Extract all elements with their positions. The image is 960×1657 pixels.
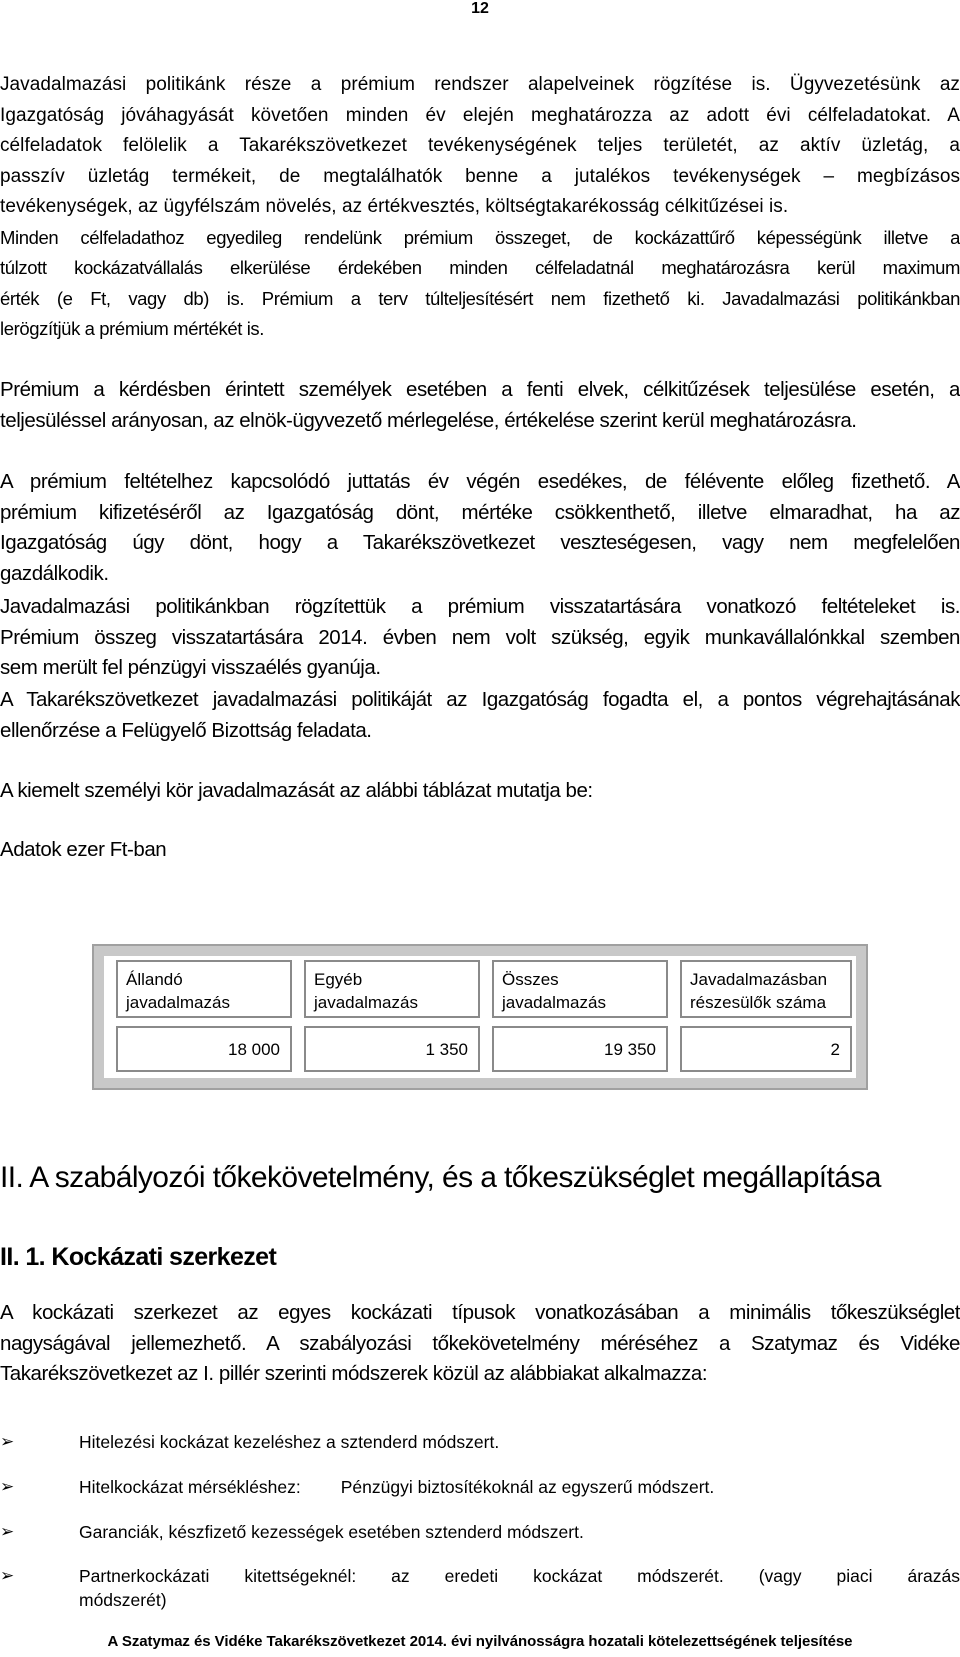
list-item-value: Pénzügyi biztosítékoknál az egyszerű módszert. [340,1477,715,1497]
arrow-bullet-icon: ➢ [0,1477,15,1496]
text-line: prémium kifizetéséről az Igazgatóság dönt, mértéke csökkenthető, illetve elmaradhat, ha az [0,500,960,524]
advance-paragraph [0,467,960,589]
text-line: érték (e Ft, vagy db) is. Prémium a terv túlteljesítésért nem fizethető ki. Javadalmazási politikánkban [0,287,960,309]
table-cell-value: 19 350 [492,1026,668,1072]
table-cell-value: 1 350 [304,1026,480,1072]
text-line: tevékenységek, az ügyfélszám növelés, az értékvesztés, költségtakarékosság célkitűzései is. [0,196,789,217]
table-cell-value: 18 000 [116,1026,292,1072]
section-heading: II. A szabályozói tőkekövetelmény, és a tőkeszükséglet megállapítása [0,1161,881,1194]
units-note [0,835,960,866]
text-line: Partnerkockázati kitettségeknél: az eredeti kockázat módszerét. (vagy piaci árazás [79,1566,960,1586]
retention-paragraph [0,592,960,684]
subsection-heading: II. 1. Kockázati szerkezet [0,1243,277,1271]
list-item-label: Hitelkockázat mérsékléshez: [79,1477,301,1497]
header-text: Összes [502,970,559,989]
page-footer: A Szatymaz és Vidéke Takarékszövetkezet 2014. évi nyilvánosságra hozatali kötelezettségének teljesítése [107,1633,853,1650]
text-line: Javadalmazási politikánk része a prémium rendszer alapelveinek rögzítése is. Ügyvezetésünk az [0,74,960,95]
header-text: javadalmazás [502,993,606,1012]
premium-paragraph [0,375,960,436]
list-item-text [79,1564,960,1612]
header-text: Javadalmazásban [690,970,828,989]
board-paragraph [0,685,960,746]
header-text: javadalmazás [126,993,230,1012]
text-line: Prémium összeg visszatartására 2014. évben nem volt szükség, egyik munkavállalónkkal szemben [0,625,960,649]
text-line: Prémium a kérdésben érintett személyek esetében a fenti elvek, célkitűzések teljesülése esetén, a [0,378,960,401]
text-line: sem merült fel pénzügyi visszaélés gyanúja. [0,656,381,679]
arrow-bullet-icon: ➢ [0,1566,15,1585]
text-line: nagyságával jellemezhető. A szabályozási tőkekövetelmény méréséhez a Szatymaz és Vidéke [0,1331,960,1355]
header-text: Egyéb [314,970,363,989]
page-number: 12 [471,0,489,17]
header-text: részesülők száma [690,993,827,1012]
text-line: célfeladatok felölelik a Takarékszövetkezet tevékenységének teljes területét, az aktív üzletág, a [0,135,960,156]
header-text: Állandó [126,970,183,989]
arrow-bullet-icon: ➢ [0,1522,15,1541]
list-item-text: Garanciák, készfizető kezességek esetében sztenderd módszert. [79,1522,584,1542]
text-line: gazdálkodik. [0,561,109,585]
text-line: Igazgatóság úgy dönt, hogy a Takarékszövetkezet veszteségesen, vagy nem megfelelően [0,531,960,554]
text-line: Minden célfeladathoz egyedileg rendelünk prémium összeget, de kockázattűrő képességünk illetve a [0,226,960,248]
text-line: passzív üzletág termékeit, de megtalálhatók benne a jutalékos tevékenységek – megbízásos [0,165,960,187]
table-body [104,956,856,1078]
text-line: A kockázati szerkezet az egyes kockázati típusok vonatkozásában a minimális tőkeszükséglet [0,1301,960,1324]
header-other-remuneration [304,960,480,1018]
text-line: túlzott kockázatvállalás elkerülése érdekében minden célfeladatnál meghatározásra kerül maximum [0,257,960,278]
text-line: Igazgatóság jóváhagyását követően minden év elején meghatározza az adott évi célfeladatokat. A [0,104,960,126]
text-line: Javadalmazási politikánkban rögzítettük a prémium visszatartására vonatkozó feltételeket is. [0,595,960,618]
text-line: A Takarékszövetkezet javadalmazási politikáját az Igazgatóság fogadta el, a pontos végrehajtásának [0,688,960,711]
list-item-text [79,1475,960,1499]
text-line: Takarékszövetkezet az I. pillér szerinti módszerek közül az alábbiakat alkalmazza: [0,1362,708,1385]
table-cell-value: 2 [680,1026,852,1072]
list-item-text: Hitelezési kockázat kezeléshez a sztenderd módszert. [79,1432,500,1452]
header-total-remuneration [492,960,668,1018]
text-line: A prémium feltételhez kapcsolódó juttatás év végén esedékes, de félévente előleg fizethető. A [0,470,960,493]
risk-structure-paragraph [0,1298,960,1390]
remuneration-table [92,944,868,1090]
text-line: A kiemelt személyi kör javadalmazását az alábbi táblázat mutatja be: [0,779,593,802]
text-line: lerögzítjük a prémium mértékét is. [0,318,264,339]
text-line: módszerét) [79,1590,167,1610]
header-recipient-count [680,960,852,1018]
intro-paragraph [0,70,960,345]
header-fixed-remuneration [116,960,292,1018]
text-line: teljesüléssel arányosan, az elnök-ügyvezető mérlegelése, értékelése szerint kerül meghatározásra. [0,408,857,432]
key-people-intro [0,776,960,807]
text-line: ellenőrzése a Felügyelő Bizottság feladata. [0,718,372,742]
arrow-bullet-icon: ➢ [0,1432,15,1451]
text-line: Adatok ezer Ft-ban [0,838,167,861]
header-text: javadalmazás [314,993,418,1012]
